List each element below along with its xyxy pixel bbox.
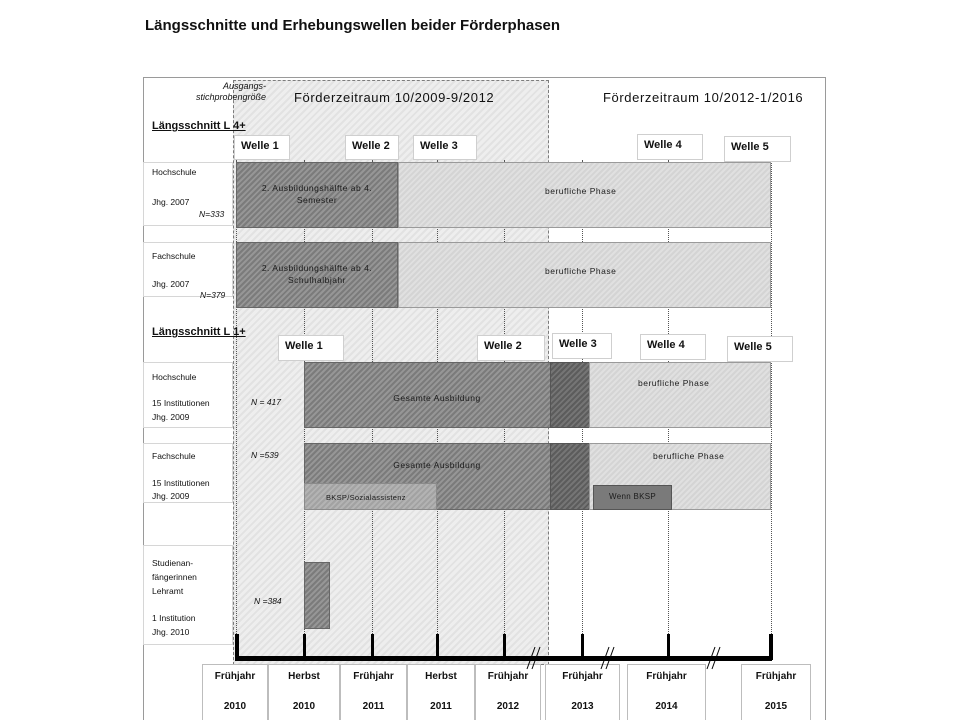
l1-wave-1: Welle 1 [278, 335, 344, 361]
timeline-season: Herbst [425, 671, 457, 682]
section-heading-l1: Längsschnitt L 1+ [152, 326, 246, 338]
axis-break-mark [524, 645, 546, 671]
section-heading-l4: Längsschnitt L 4+ [152, 120, 246, 132]
l4-hochschule-training-label-line1: 2. Ausbildungshälfte ab 4. [261, 183, 373, 193]
l4-fachschule-name: Fachschule [152, 251, 196, 261]
l4-fachschule-training-label-line2: Schulhalbjahr [287, 275, 346, 285]
l1-lehramt-name-line2: fängerinnen [152, 572, 197, 582]
timeline-tick [371, 634, 374, 660]
l4-fachschule-sample-size: N=379 [200, 290, 226, 300]
l4-hochschule-name: Hochschule [152, 167, 197, 177]
l1-hochschule-training-label: Gesamte Ausbildung [393, 393, 481, 403]
l1-hochschule-name: Hochschule [152, 372, 197, 382]
timeline-tick [769, 634, 773, 660]
l4-hochschule-training-label [236, 182, 398, 206]
timeline-label [268, 664, 340, 720]
l1-lehramt-name-line3: Lehramt [152, 586, 184, 596]
l4-fachschule-training-label [236, 262, 398, 286]
l1-lehramt-training-bar [304, 562, 330, 629]
timeline-season: Frühjahr [214, 671, 256, 682]
l1-fachschule-career-label: berufliche Phase [653, 451, 725, 461]
l1-fachschule-training-end-bar [550, 443, 594, 510]
timeline-gridline [236, 160, 237, 636]
l1-fachschule-bksp-label: BKSP/Sozialassistenz [326, 493, 406, 502]
axis-break-mark [704, 645, 726, 671]
timeline-season: Frühjahr [487, 671, 529, 682]
l1-fachschule-sample-size: N =539 [251, 450, 279, 460]
l4-fachschule-career-label: berufliche Phase [545, 266, 617, 276]
timeline-gridline [771, 160, 772, 636]
timeline-season: Frühjahr [755, 671, 797, 682]
timeline-label [741, 664, 811, 720]
l1-hochschule-cohort: Jhg. 2009 [152, 412, 190, 422]
l1-fachschule-name: Fachschule [152, 451, 196, 461]
l1-wave-5: Welle 5 [727, 336, 793, 362]
timeline-label [475, 664, 541, 720]
l1-fachschule-institutions: 15 Institutionen [152, 478, 210, 488]
sample-size-label-line2: stichprobengröße [195, 92, 266, 102]
l1-lehramt-sample-size: N =384 [254, 596, 282, 606]
l1-lehramt-institutions: 1 Institution [152, 613, 196, 623]
l4-fachschule-training-label-line1: 2. Ausbildungshälfte ab 4. [261, 263, 373, 273]
l4-hochschule-training-label-line2: Semester [296, 195, 338, 205]
l1-hochschule-institutions: 15 Institutionen [152, 398, 210, 408]
axis-break-mark [598, 645, 620, 671]
timeline-year: 2015 [764, 701, 788, 712]
l4-wave-2: Welle 2 [345, 135, 399, 160]
timeline-season: Frühjahr [646, 671, 687, 682]
timeline-year: 2010 [223, 701, 247, 712]
l1-wave-4: Welle 4 [640, 334, 706, 360]
l4-hochschule-career-label: berufliche Phase [545, 186, 617, 196]
timeline-tick [667, 634, 670, 660]
l4-wave-3: Welle 3 [413, 135, 477, 160]
timeline-year: 2011 [362, 701, 385, 712]
timeline-season: Herbst [288, 671, 320, 682]
l1-fachschule-cohort: Jhg. 2009 [152, 491, 190, 501]
sample-size-label-line1: Ausgangs- [222, 81, 266, 91]
l4-fachschule-cohort: Jhg. 2007 [152, 279, 190, 289]
l1-wave-2: Welle 2 [477, 335, 545, 361]
timeline-year: 2014 [655, 701, 678, 712]
diagram-title: Längsschnitte und Erhebungswellen beider Förderphasen [145, 17, 561, 34]
l1-hochschule-sample-size: N = 417 [251, 397, 282, 407]
timeline-label [340, 664, 407, 720]
timeline-season: Frühjahr [562, 671, 603, 682]
l4-wave-4: Welle 4 [637, 134, 703, 160]
timeline-tick [503, 634, 506, 660]
timeline-label [545, 664, 620, 720]
timeline-year: 2012 [496, 701, 520, 712]
timeline-tick [303, 634, 306, 660]
l4-hochschule-sample-size: N=333 [199, 209, 225, 219]
timeline-label [627, 664, 706, 720]
l1-hochschule-career-label: berufliche Phase [638, 378, 710, 388]
funding-period-1-label: Förderzeitraum 10/2009-9/2012 [294, 90, 495, 105]
l1-hochschule-career-bar [589, 362, 771, 428]
l4-wave-5: Welle 5 [724, 136, 791, 162]
timeline-label [202, 664, 268, 720]
funding-period-2-label: Förderzeitraum 10/2012-1/2016 [603, 90, 804, 105]
sample-size-label [176, 81, 266, 103]
l4-hochschule-cohort: Jhg. 2007 [152, 197, 190, 207]
l1-wave-3: Welle 3 [552, 333, 612, 359]
timeline-tick [436, 634, 439, 660]
l1-fachschule-conditional-label: Wenn BKSP [608, 492, 657, 501]
l4-wave-1: Welle 1 [234, 135, 290, 160]
timeline-year: 2013 [571, 701, 594, 712]
timeline-year: 2010 [292, 701, 316, 712]
l1-lehramt-name-line1: Studienan- [152, 558, 194, 568]
timeline-label [407, 664, 475, 720]
timeline-season: Frühjahr [353, 671, 394, 682]
timeline-tick [581, 634, 584, 660]
timeline-year: 2011 [430, 701, 452, 712]
l1-lehramt-cohort: Jhg. 2010 [152, 627, 190, 637]
timeline-tick [235, 634, 239, 660]
l1-fachschule-training-label: Gesamte Ausbildung [393, 460, 481, 470]
